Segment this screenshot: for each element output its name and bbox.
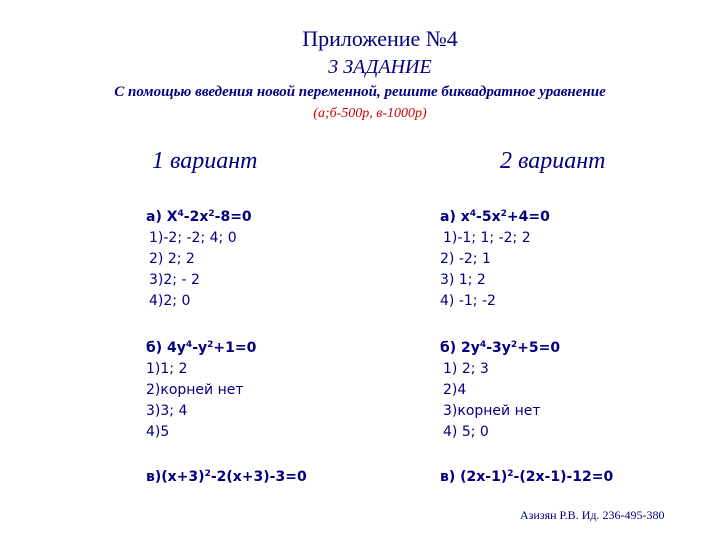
variant-1-task-b [146,338,256,443]
answer-option: 3) 1; 2 [440,272,486,288]
variant-2-task-c [440,467,613,488]
answer-option: 2) 2; 2 [149,251,195,267]
appendix-title: Приложение №4 [302,26,458,51]
answer-option: 1)-2; -2; 4; 0 [149,230,237,246]
author-credit: Азизян Р.В. Ид. 236-495-380 [520,508,665,522]
variant-1-heading: 1 вариант [152,148,258,174]
variant-1-task-c [146,467,307,488]
task-heading: 3 ЗАДАНИЕ [328,56,432,78]
variant-2-task-a [440,207,550,312]
equation: б) $4у^4-у^2+1=0$ [146,340,257,356]
equation: а) $х^4-5х^2+4=0$ [440,209,550,225]
equation: б) $2у^4-3у^2+5=0$ [440,340,561,356]
answer-option: 2) -2; 1 [440,251,491,267]
answer-option: 3)2; - 2 [149,272,200,288]
equation: $в)(х+3)^2-2(х+3)-3=0$ [146,469,307,485]
answer-option: 4)5 [146,424,170,440]
variant-1-task-a [146,207,252,312]
equation: в) $(2х-1)^2-(2х-1)-12=0$ [440,469,614,485]
answer-option: 1)-1; 1; -2; 2 [443,230,531,246]
answer-option: 2)корней нет [146,382,244,398]
answer-option: 3)3; 4 [146,403,188,419]
answer-option: 2)4 [443,382,467,398]
variant-2-heading: 2 вариант [500,148,606,174]
equation: а) $Х^4-2х^2-8=0$ [146,209,252,225]
variant-2-task-b [440,338,560,443]
task-instruction: С помощью введения новой переменной, решите биквадратное уравнение [114,84,606,100]
answer-option: 4)2; 0 [149,293,191,309]
answer-option: 1)1; 2 [146,361,188,377]
answer-option: 1) 2; 3 [443,361,489,377]
price-note: (а;б-500р, в-1000р) [313,106,427,121]
answer-option: 4) 5; 0 [443,424,489,440]
answer-option: 3)корней нет [443,403,541,419]
answer-option: 4) -1; -2 [440,293,496,309]
